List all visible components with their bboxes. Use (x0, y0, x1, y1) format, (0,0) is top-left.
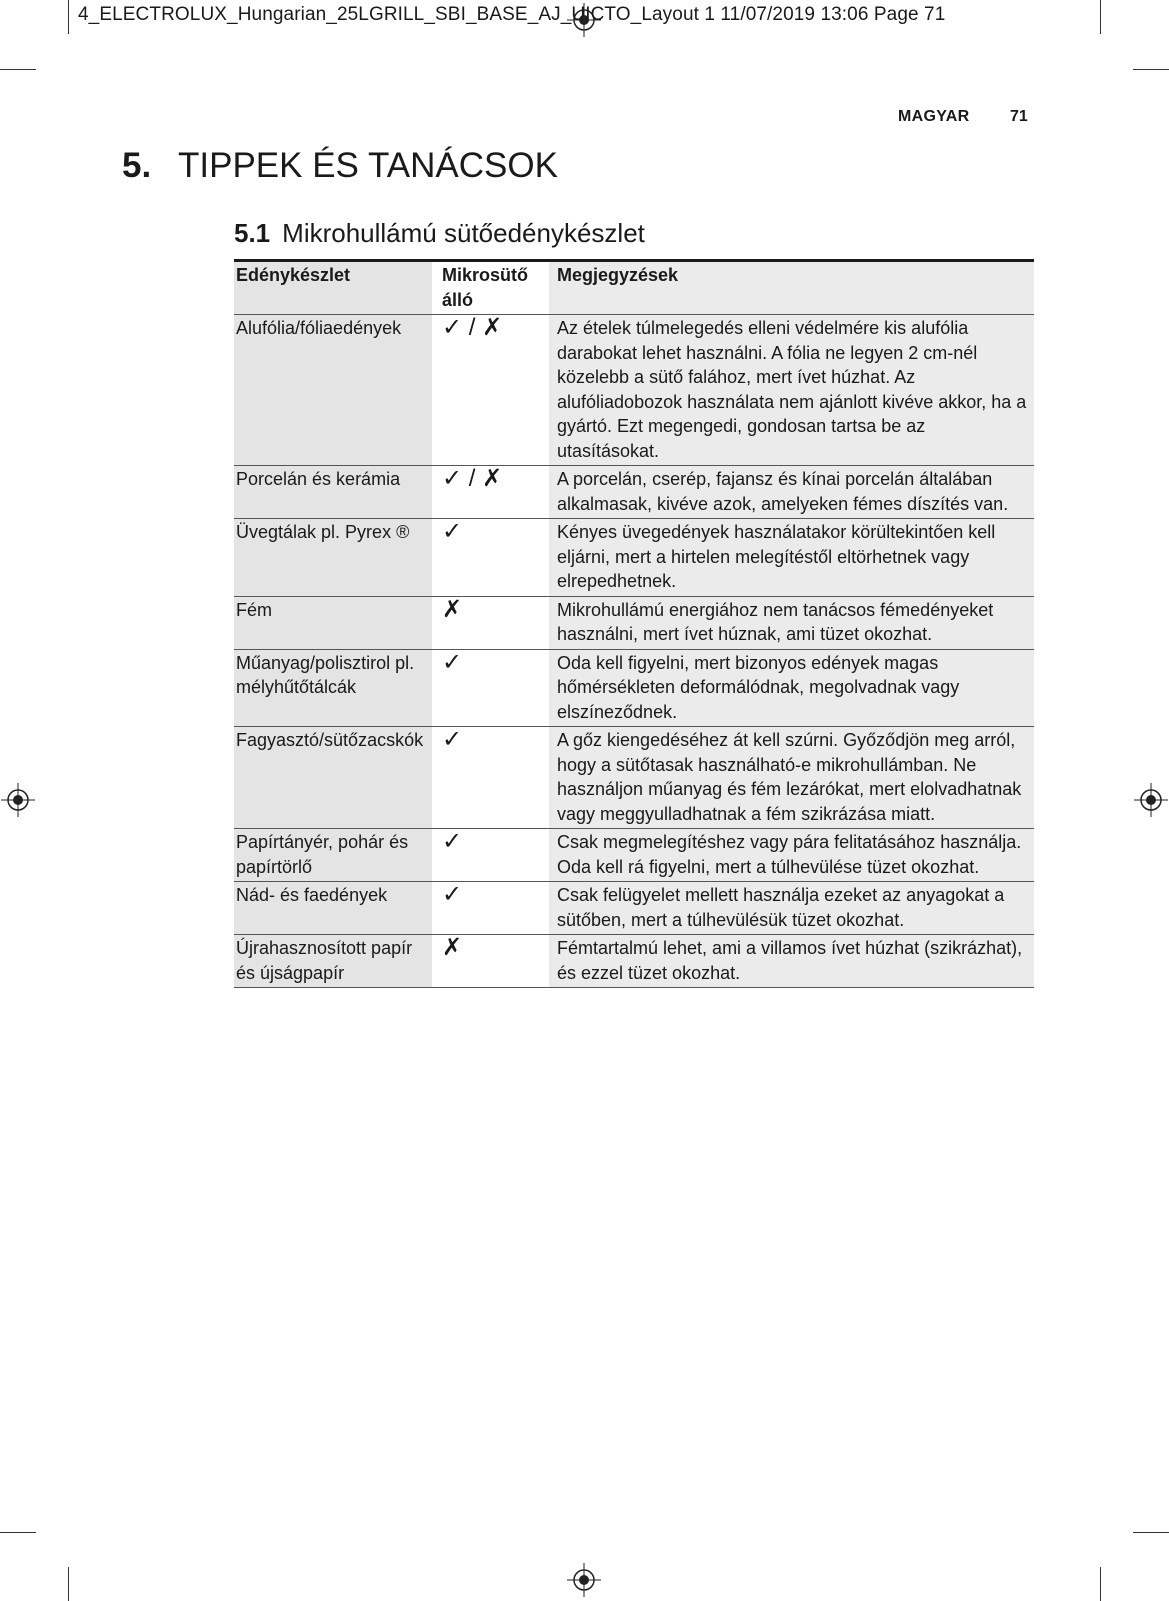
cell-cookware: Műanyag/polisztirol pl. mélyhűtőtálcák (234, 649, 432, 727)
print-slug: 4_ELECTROLUX_Hungarian_25LGRILL_SBI_BASE_AJ_UICTO_Layout 1 11/07/2019 13:06 Page 71 (78, 4, 946, 25)
chapter-title: TIPPEK ÉS TANÁCSOK (178, 146, 558, 185)
table-row (234, 649, 1034, 727)
cell-microwave-safe: ✓ (438, 519, 549, 597)
page-number: 71 (1010, 108, 1028, 125)
cell-notes: Mikrohullámú energiához nem tanácsos fémedényeket használni, mert ívet húznak, ami tüzet okozhat. (549, 596, 1034, 649)
cell-cookware: Újrahasznosított papír és újságpapír (234, 935, 432, 988)
crop-mark (1133, 1532, 1169, 1533)
section-number: 5.1 (234, 218, 271, 248)
registration-mark-icon (1134, 783, 1168, 817)
cell-notes: Az ételek túlmelegedés elleni védelmére kis alufólia darabokat lehet használni. A fólia ne legyen 2 cm-nél közelebb a sütő falához, mert ívet húzhat. Az alufóliadobozok használata nem ajánlott kivéve akkor, ha a gyártó. Ezt megengedi, gondosan tartsa be az utasításokat. (549, 315, 1034, 466)
section-title: Mikrohullámú sütőedénykészlet (282, 218, 645, 248)
crop-mark (68, 0, 69, 34)
chapter-number: 5. (122, 146, 152, 185)
cell-microwave-safe: ✗ (438, 935, 549, 988)
cell-notes: Fémtartalmú lehet, ami a villamos ívet húzhat (szikrázhat), és ezzel tüzet okozhat. (549, 935, 1034, 988)
registration-mark-icon (567, 1563, 601, 1597)
cell-microwave-safe: ✓ (438, 829, 549, 882)
table-row (234, 466, 1034, 519)
cell-cookware: Porcelán és kerámia (234, 466, 432, 519)
column-header-cookware: Edénykészlet (234, 261, 432, 315)
table-header-row (234, 261, 1034, 315)
cell-microwave-safe: ✓ / ✗ (438, 315, 549, 466)
table-row (234, 935, 1034, 988)
cell-cookware: Üvegtálak pl. Pyrex ® (234, 519, 432, 597)
table-row (234, 829, 1034, 882)
cell-cookware: Fagyasztó/sütőzacskók (234, 727, 432, 829)
chapter-heading (122, 146, 558, 186)
cookware-table (234, 259, 1034, 988)
registration-mark-icon (1, 783, 35, 817)
cell-microwave-safe: ✓ (438, 882, 549, 935)
cell-microwave-safe: ✓ / ✗ (438, 466, 549, 519)
table-row (234, 882, 1034, 935)
crop-mark (0, 1532, 36, 1533)
crop-mark (1133, 69, 1169, 70)
cell-cookware: Fém (234, 596, 432, 649)
table-row (234, 315, 1034, 466)
cell-microwave-safe: ✓ (438, 649, 549, 727)
cell-notes: A porcelán, cserép, fajansz és kínai porcelán általában alkalmasak, kivéve azok, amelyeken fémes díszítés van. (549, 466, 1034, 519)
cell-cookware: Papírtányér, pohár és papírtörlő (234, 829, 432, 882)
cell-cookware: Alufólia/fóliaedények (234, 315, 432, 466)
crop-mark (1100, 0, 1101, 34)
column-header-microwave-safe: Mikrosütő álló (438, 261, 549, 315)
crop-mark (0, 69, 36, 70)
cell-notes: A gőz kiengedéséhez át kell szúrni. Győződjön meg arról, hogy a sütőtasak használható-e mikrohullámban. Ne használjon műanyag és fém lezárókat, mert elolvadhatnak vagy meggyulladhatnak a fém szikrázása miatt. (549, 727, 1034, 829)
cell-microwave-safe: ✓ (438, 727, 549, 829)
table-row (234, 727, 1034, 829)
cell-notes: Oda kell figyelni, mert bizonyos edények magas hőmérsékleten deformálódnak, megolvadnak vagy elszíneződnek. (549, 649, 1034, 727)
section-heading (234, 218, 645, 249)
running-head-language: MAGYAR (898, 108, 970, 125)
cell-notes: Csak felügyelet mellett használja ezeket az anyagokat a sütőben, mert a túlhevülésük tüzet okozhat. (549, 882, 1034, 935)
crop-mark (1100, 1567, 1101, 1601)
table-row (234, 519, 1034, 597)
column-header-notes: Megjegyzések (549, 261, 1034, 315)
cell-notes: Csak megmelegítéshez vagy pára felitatásához használja. Oda kell rá figyelni, mert a túlhevülése tüzet okozhat. (549, 829, 1034, 882)
cell-cookware: Nád- és faedények (234, 882, 432, 935)
cell-notes: Kényes üvegedények használatakor körültekintően kell eljárni, mert a hirtelen melegítéstől eltörhetnek vagy elrepedhetnek. (549, 519, 1034, 597)
table-row (234, 596, 1034, 649)
crop-mark (68, 1567, 69, 1601)
cell-microwave-safe: ✗ (438, 596, 549, 649)
